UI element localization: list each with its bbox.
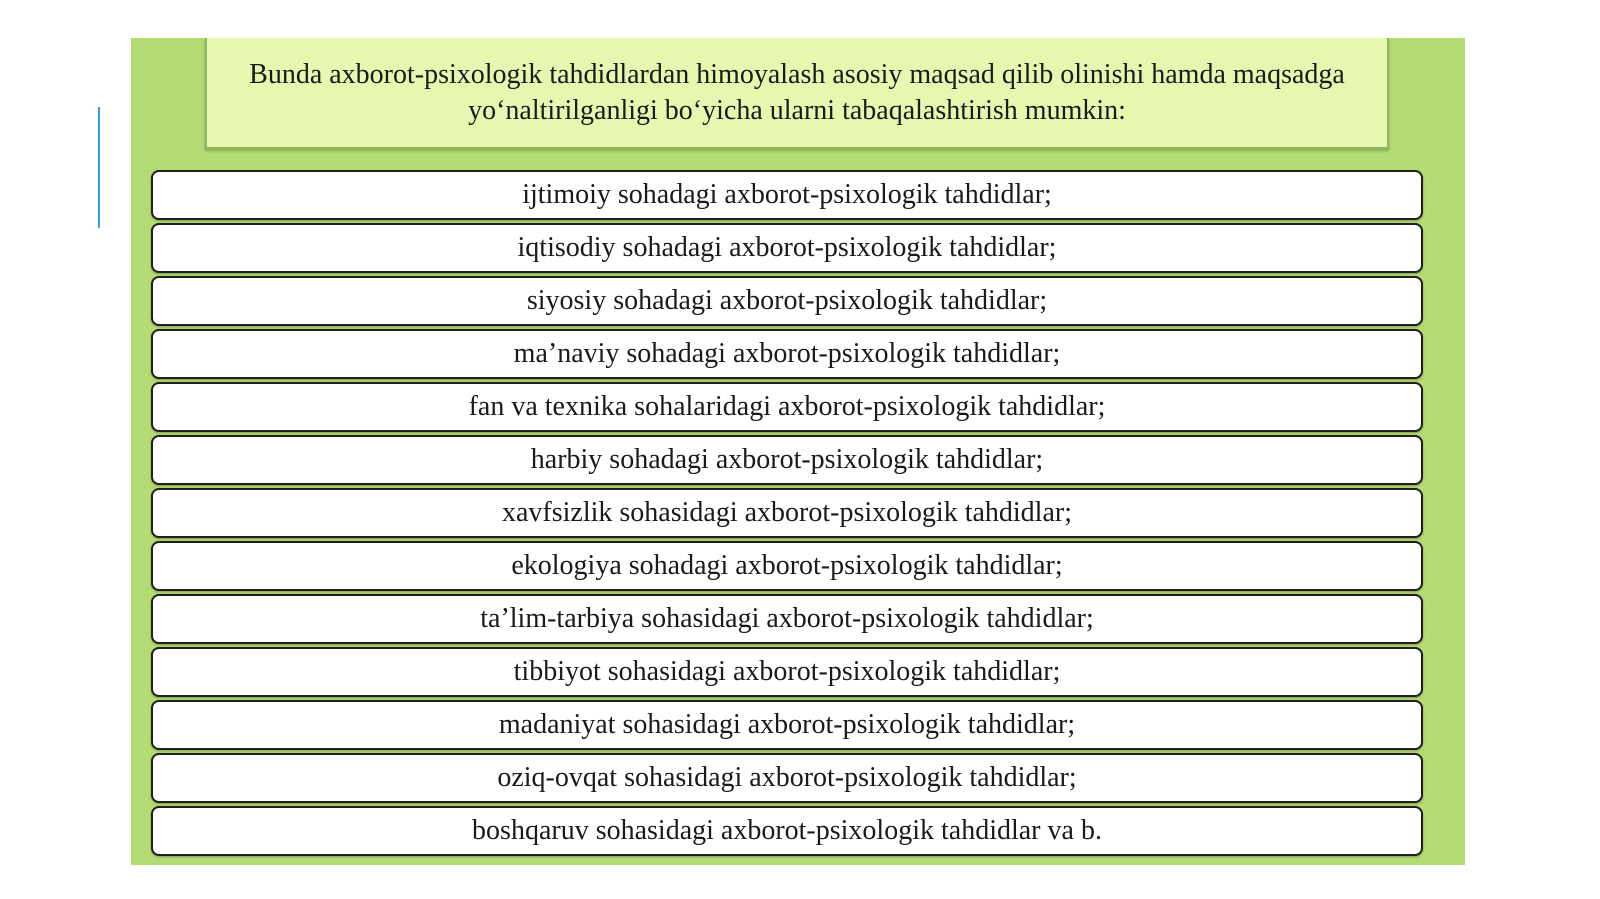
list-item (151, 806, 1423, 856)
list-item (151, 276, 1423, 326)
list-item-label: madaniyat sohasidagi axborot-psixologik tahdidlar; (498, 709, 1076, 740)
list-item (151, 753, 1423, 803)
list-item (151, 700, 1423, 750)
list-item-label: ta’lim-tarbiya sohasidagi axborot-psixologik tahdidlar; (480, 603, 1094, 634)
list-item (151, 541, 1423, 591)
list-item-label: siyosiy sohadagi axborot-psixologik tahdidlar; (526, 285, 1048, 316)
list-item-label: tibbiyot sohasidagi axborot-psixologik tahdidlar; (513, 656, 1061, 687)
list-item-label: ekologiya sohadagi axborot-psixologik tahdidlar; (511, 550, 1063, 581)
slide-panel (131, 38, 1465, 865)
intro-box (205, 38, 1389, 149)
list-item-label: ijtimoiy sohadagi axborot-psixologik tahdidlar; (522, 179, 1052, 210)
list-item (151, 594, 1423, 644)
accent-line (98, 107, 100, 228)
list-item-label: boshqaruv sohasidagi axborot-psixologik tahdidlar va b. (472, 815, 1102, 846)
list-item (151, 647, 1423, 697)
list-item (151, 488, 1423, 538)
list-item (151, 382, 1423, 432)
list-item (151, 170, 1423, 220)
list-item (151, 223, 1423, 273)
list-item-label: fan va texnika sohalaridagi axborot-psixologik tahdidlar; (468, 391, 1106, 422)
list-item-label: iqtisodiy sohadagi axborot-psixologik tahdidlar; (517, 232, 1057, 263)
threat-list (151, 170, 1423, 859)
intro-text: Bunda axborot-psixologik tahdidlardan himoyalash asosiy maqsad qilib olinishi hamda maqsadga yo‘naltirilganligi bo‘yicha ularni tabaqalashtirish mumkin: (249, 58, 1345, 126)
list-item-label: xavfsizlik sohasidagi axborot-psixologik tahdidlar; (501, 497, 1072, 528)
list-item-label: ma’naviy sohadagi axborot-psixologik tahdidlar; (513, 338, 1061, 369)
list-item-label: harbiy sohadagi axborot-psixologik tahdidlar; (530, 444, 1044, 475)
list-item (151, 329, 1423, 379)
list-item (151, 435, 1423, 485)
list-item-label: oziq-ovqat sohasidagi axborot-psixologik tahdidlar; (497, 762, 1077, 793)
